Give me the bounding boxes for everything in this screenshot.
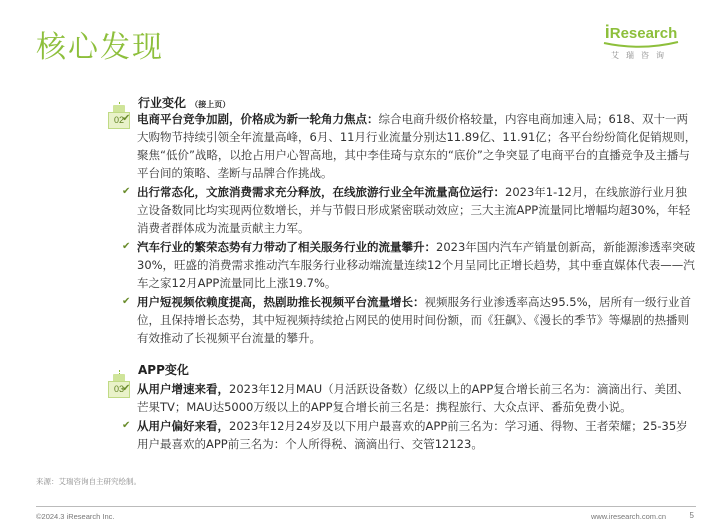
list-item: ✔ 从用户增速来看，2023年12月MAU（月活跃设备数）亿级以上的APP复合增长前三名为：滴滴出行、美团、芒果TV；MAU达5000万级以上的APP复合增长前三名是：携程旅行、大众点评、番茄免费小说。 bbox=[122, 382, 689, 414]
footer-copyright: ©2024.3 iResearch Inc. bbox=[36, 512, 115, 521]
page-title: 核心发现 bbox=[36, 30, 164, 65]
list-item: ✔ 电商平台竞争加剧，价格成为新一轮角力焦点：综合电商升级价格较量，内容电商加速入局；618、双十一两大购物节持续引领全年流量高峰，6月、11月行业流量分别达11.89亿、11.91亿；各平台纷纷简化促销规则，聚焦“低价”战略，以抢占用户心智高地，其中李佳琦与京东的“底价”之争突显了电商平台的直播竞争及主播与平台间的策略、垄断与品牌合作挑战。 bbox=[122, 112, 697, 180]
list-item: ✔ 用户短视频依赖度提高，热剧助推长视频平台流量增长：视频服务行业渗透率高达95.5%，居所有一级行业首位，且保持增长态势，其中短视频持续抢占网民的使用时间份额，而《狂飙》、《漫长的季节》等爆剧的热播则有效推动了长视频平台流量的攀升。 bbox=[122, 295, 692, 345]
industry-findings-list bbox=[122, 110, 698, 348]
list-item: ✔ 汽车行业的繁荣态势有力带动了相关服务行业的流量攀升：2023年国内汽车产销量创新高，新能源渗透率突破30%，旺盛的消费需求推动汽车服务行业移动端流量连续12个月呈同比正增长趋势，其中垂直媒体代表——汽车之家12月APP流量同比上涨19.7%。 bbox=[122, 240, 696, 290]
footer-divider bbox=[36, 506, 696, 507]
logo-chinese-name: 艾瑞咨询 bbox=[611, 51, 671, 60]
section-note: （接上页） bbox=[190, 100, 231, 109]
check-icon: ✔ bbox=[122, 383, 131, 394]
check-icon: ✔ bbox=[122, 186, 131, 197]
check-icon: ✔ bbox=[122, 113, 131, 124]
footer-source: 来源：艾瑞咨询自主研究绘制。 bbox=[36, 477, 141, 486]
list-item: ✔ 出行常态化，文旅消费需求充分释放，在线旅游行业全年流量高位运行：2023年1-12月，在线旅游行业月独立设备数同比均实现两位数增长，并与节假日形成紧密联动效应；三大主流APP流量同比增幅均超30%，年轻消费者群体成为流量贡献主力军。 bbox=[122, 185, 691, 235]
section-number: 03 bbox=[108, 381, 130, 398]
iresearch-logo bbox=[600, 22, 682, 61]
section-heading-industry: 行业变化 （接上页） bbox=[138, 96, 231, 110]
check-icon: ✔ bbox=[122, 296, 131, 307]
check-icon: ✔ bbox=[122, 420, 131, 431]
app-findings-list bbox=[122, 380, 698, 454]
section-number: 02 bbox=[108, 112, 130, 129]
page-number: 5 bbox=[689, 511, 694, 520]
footer-url: www.iresearch.com.cn bbox=[590, 512, 666, 521]
section-heading-app: APP变化 bbox=[138, 363, 189, 377]
check-icon: ✔ bbox=[122, 241, 131, 252]
logo-wordmark: iResearch bbox=[604, 22, 678, 42]
list-item: ✔ 从用户偏好来看，2023年12月24岁及以下用户最喜欢的APP前三名为：学习通、得物、王者荣耀；25-35岁用户最喜欢的APP前三名为：个人所得税、滴滴出行、交管12123。 bbox=[122, 419, 688, 451]
